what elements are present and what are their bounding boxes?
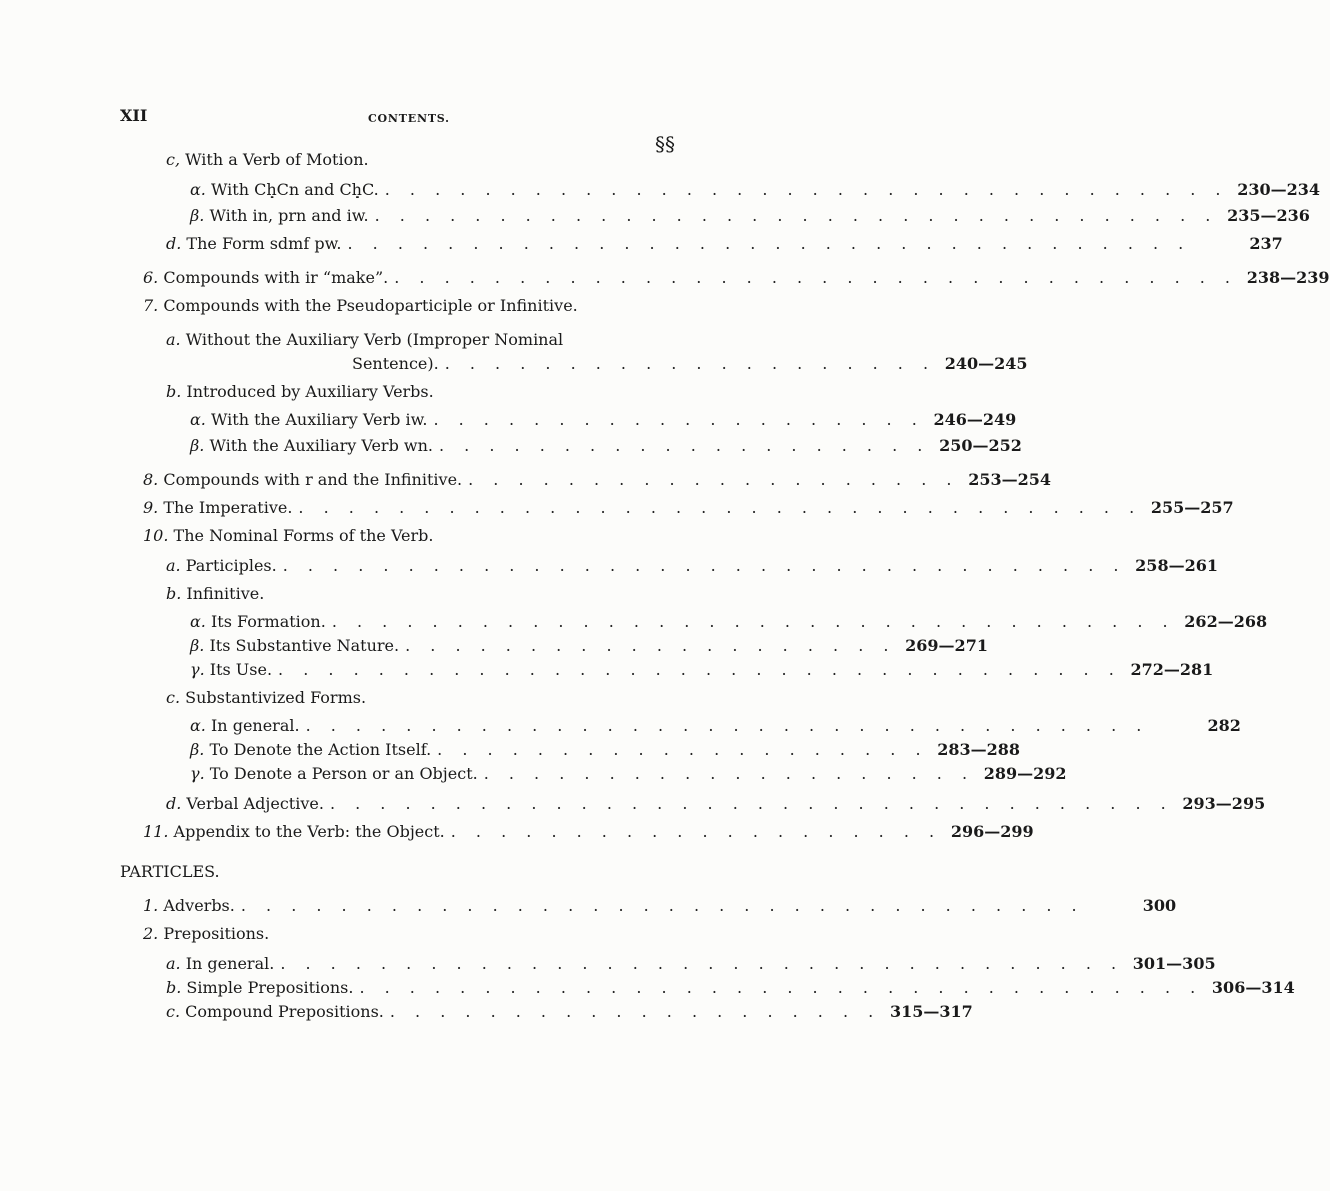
section-range: 253—254 [968, 470, 1051, 489]
dot-leader: . . . . . . . . . . . . . . . . . . . . . . . . . . . . . . . . . . [384, 180, 1229, 199]
entry-num: α. [190, 716, 206, 735]
dot-leader: . . . . . . . . . . . . . . . . . . . . . . . . . . . . . . . . . . [359, 978, 1203, 997]
dot-leader: . . . . . . . . . . . . . . . . . . . . . . . . . . . . . . . . . . [282, 556, 1126, 575]
entry-text: Compounds with the Pseudoparticiple or Infinitive. [163, 296, 578, 315]
entry-num: a. [166, 330, 181, 349]
toc-entry [143, 822, 1034, 842]
section-heading [120, 862, 701, 882]
entry-num: b. [166, 584, 182, 603]
section-range: 315—317 [889, 1002, 973, 1021]
entry-text: Verbal Adjective. [186, 794, 324, 813]
toc-entry [190, 410, 1017, 430]
entry-text: Its Substantive Nature. [209, 636, 400, 655]
section-range: 237 [1249, 234, 1283, 253]
dot-leader: . . . . . . . . . . . . . . . . . . . . [450, 822, 942, 841]
entry-num: 6. [143, 268, 159, 287]
section-range: 300 [1142, 896, 1177, 915]
section-range: 250—252 [939, 436, 1022, 455]
entry-text: In general. [185, 954, 275, 973]
section-range: 240—245 [944, 354, 1028, 373]
entry-num: γ. [190, 764, 205, 783]
section-range: 272—281 [1130, 660, 1214, 679]
section-range: 282 [1207, 716, 1241, 735]
entry-text: Infinitive. [186, 584, 265, 603]
entry-num: 11. [143, 822, 169, 841]
toc-entry [143, 268, 1330, 288]
dot-leader: . . . . . . . . . . . . . . . . . . . . [389, 1002, 881, 1021]
dot-leader: . . . . . . . . . . . . . . . . . . . . . . . . . . . . . . . . . . [298, 498, 1142, 517]
entry-text: Its Use. [209, 660, 273, 679]
toc-entry [166, 584, 701, 604]
section-sign-heading: §§ [655, 132, 675, 156]
entry-text: Prepositions. [163, 924, 270, 943]
section-range: 301—305 [1132, 954, 1216, 973]
toc-entry [190, 740, 1021, 760]
section-range: 269—271 [905, 636, 988, 655]
entry-text: With a Verb of Motion. [185, 150, 369, 169]
section-range: 246—249 [933, 410, 1017, 429]
dot-leader: . . . . . . . . . . . . . . . . . . . . . . . . . . . . . . . . . . [331, 612, 1176, 631]
dot-leader: . . . . . . . . . . . . . . . . . . . . [468, 470, 959, 489]
toc-entry [166, 954, 1216, 974]
running-title: CONTENTS. [368, 112, 450, 125]
entry-text: Compound Prepositions. [185, 1002, 384, 1021]
entry-num: β. [190, 206, 205, 225]
dot-leader: . . . . . . . . . . . . . . . . . . . . . . . . . . . . . . . . . . [394, 268, 1238, 287]
entry-num: β. [190, 740, 205, 759]
section-range: 306—314 [1211, 978, 1295, 997]
entry-text: Participles. [185, 556, 277, 575]
entry-text: The Nominal Forms of the Verb. [173, 526, 434, 545]
entry-num: c. [166, 1002, 181, 1021]
entry-text: Compounds with ir “make”. [163, 268, 389, 287]
toc-entry [143, 470, 1051, 490]
toc-entry [166, 556, 1218, 576]
toc-entry [166, 234, 1283, 254]
entry-num: c, [166, 150, 181, 169]
section-range: 255—257 [1150, 498, 1234, 517]
entry-num: α. [190, 612, 206, 631]
entry-num: b. [166, 382, 182, 401]
entry-text: The Imperative. [163, 498, 293, 517]
entry-num: γ. [190, 660, 205, 679]
toc-entry [166, 688, 701, 708]
entry-text: Without the Auxiliary Verb (Improper Nominal [185, 330, 564, 349]
toc-entry [166, 1002, 973, 1022]
dot-leader: . . . . . . . . . . . . . . . . . . . . [437, 740, 929, 759]
dot-leader: . . . . . . . . . . . . . . . . . . . . . . . . . . . . . . . . . . [305, 716, 1149, 735]
dot-leader: . . . . . . . . . . . . . . . . . . . . . . . . . . . . . . . . . . [240, 896, 1085, 915]
toc-entry [190, 612, 1268, 632]
section-range: 258—261 [1135, 556, 1218, 575]
entry-text: In general. [210, 716, 300, 735]
toc-entry [143, 896, 1177, 916]
dot-leader: . . . . . . . . . . . . . . . . . . . . . . . . . . . . . . . . . . [280, 954, 1124, 973]
entry-text: Sentence). [352, 354, 439, 373]
entry-num: a. [166, 954, 181, 973]
entry-num: α. [190, 180, 206, 199]
particles-heading: PARTICLES. [120, 862, 220, 881]
toc-entry [166, 150, 701, 170]
dot-leader: . . . . . . . . . . . . . . . . . . . . . . . . . . . . . . . . . . [347, 234, 1191, 253]
dot-leader: . . . . . . . . . . . . . . . . . . . . [439, 436, 930, 455]
entry-text: Substantivized Forms. [185, 688, 367, 707]
entry-num: 7. [143, 296, 159, 315]
dot-leader: . . . . . . . . . . . . . . . . . . . . . . . . . . . . . . . . . . [329, 794, 1174, 813]
toc-entry [190, 764, 1067, 784]
toc-entry [190, 206, 1310, 226]
entry-text: The Form sdmf pw. [186, 234, 342, 253]
toc-entry [143, 526, 701, 546]
section-range: 230—234 [1237, 180, 1321, 199]
section-range: 296—299 [950, 822, 1034, 841]
section-range: 283—288 [937, 740, 1021, 759]
dot-leader: . . . . . . . . . . . . . . . . . . . . [433, 410, 925, 429]
entry-text: Simple Prepositions. [186, 978, 354, 997]
toc-entry [190, 436, 1022, 456]
entry-text: Introduced by Auxiliary Verbs. [186, 382, 434, 401]
entry-num: c. [166, 688, 181, 707]
entry-num: a. [166, 556, 181, 575]
entry-text: Appendix to the Verb: the Object. [173, 822, 445, 841]
entry-text: With in, prn and iw. [209, 206, 369, 225]
entry-text: Adverbs. [163, 896, 235, 915]
entry-text: With the Auxiliary Verb wn. [209, 436, 433, 455]
toc-entry [166, 382, 701, 402]
toc-entry [166, 978, 1295, 998]
toc-entry [143, 498, 1234, 518]
toc-entry [190, 636, 988, 656]
dot-leader: . . . . . . . . . . . . . . . . . . . . . . . . . . . . . . . . . . [278, 660, 1122, 679]
entry-num: b. [166, 978, 182, 997]
entry-text: To Denote the Action Itself. [209, 740, 432, 759]
entry-num: d. [166, 794, 182, 813]
entry-num: α. [190, 410, 206, 429]
entry-num: β. [190, 436, 205, 455]
toc-entry [190, 180, 1321, 200]
page-number: XII [120, 106, 148, 125]
section-range: 235—236 [1227, 206, 1310, 225]
toc-entry [143, 296, 701, 316]
toc-entry [352, 354, 1028, 374]
entry-text: To Denote a Person or an Object. [209, 764, 478, 783]
section-range: 238—239 [1246, 268, 1330, 287]
entry-num: 8. [143, 470, 159, 489]
toc-entry [190, 660, 1214, 680]
dot-leader: . . . . . . . . . . . . . . . . . . . . . . . . . . . . . . . . . . [374, 206, 1218, 225]
entry-num: 9. [143, 498, 159, 517]
toc-entry [166, 330, 701, 350]
toc-entry [166, 794, 1266, 814]
toc-entry [143, 924, 701, 944]
entry-num: 1. [143, 896, 159, 915]
dot-leader: . . . . . . . . . . . . . . . . . . . . [483, 764, 975, 783]
section-range: 293—295 [1182, 794, 1266, 813]
entry-text: With the Auxiliary Verb iw. [210, 410, 428, 429]
entry-text: With Cḥ̣Cn and Cḥ̣C. [210, 180, 379, 199]
section-range: 262—268 [1184, 612, 1268, 631]
entry-num: β. [190, 636, 205, 655]
entry-num: 2. [143, 924, 159, 943]
entry-num: 10. [143, 526, 169, 545]
dot-leader: . . . . . . . . . . . . . . . . . . . . [405, 636, 896, 655]
dot-leader: . . . . . . . . . . . . . . . . . . . . [444, 354, 936, 373]
section-range: 289—292 [983, 764, 1067, 783]
entry-num: d. [166, 234, 182, 253]
toc-entry [190, 716, 1241, 736]
entry-text: Compounds with r and the Infinitive. [163, 470, 463, 489]
entry-text: Its Formation. [210, 612, 326, 631]
